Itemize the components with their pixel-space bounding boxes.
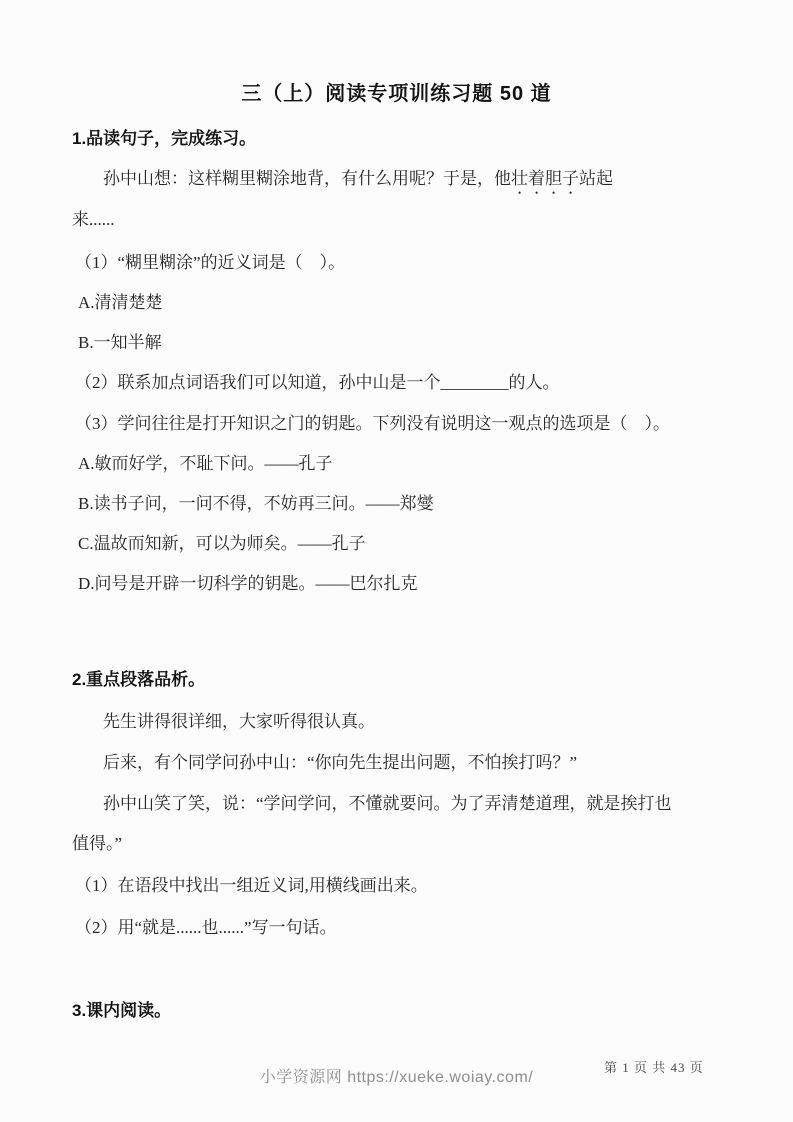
- section-1-question-1-option-a: A.清清楚楚: [78, 293, 163, 312]
- page-number-indicator: 第 1 页 共 43 页: [604, 1060, 704, 1075]
- section-2-heading: 2.重点段落品析。: [72, 670, 206, 689]
- section-2-question-1: （1）在语段中找出一组近义词,用横线画出来。: [75, 876, 428, 895]
- section-1-question-3-option-a: A.敏而好学，不耻下问。——孔子: [78, 454, 333, 473]
- section-2-paragraph-3-line-1: 孙中山笑了笑，说：“学问学问，不懂就要问。为了弄清楚道理，就是挨打也: [103, 794, 672, 813]
- section-1-question-2: （2）联系加点词语我们可以知道，孙中山是一个________的人。: [75, 373, 560, 392]
- section-2-paragraph-2: 后来，有个同学问孙中山：“你向先生提出问题，不怕挨打吗？”: [103, 753, 578, 772]
- section-2-paragraph-3-line-2: 值得。”: [72, 834, 123, 853]
- section-1-question-1: （1）“糊里糊涂”的近义词是（ ）。: [75, 253, 346, 272]
- section-1-question-3: （3）学问往往是打开知识之门的钥匙。下列没有说明这一观点的选项是（ ）。: [75, 414, 670, 433]
- section-1-passage-line-2: 来......: [72, 210, 115, 229]
- section-1-heading: 1.品读句子，完成练习。: [72, 129, 257, 148]
- section-1-question-3-option-d: D.问号是开辟一切科学的钥匙。——巴尔扎克: [78, 574, 418, 593]
- section-1-question-3-option-c: C.温故而知新，可以为师矣。——孔子: [78, 534, 366, 553]
- passage-emphasized-words: 壮着胆子: [511, 169, 579, 188]
- section-2-paragraph-1: 先生讲得很详细，大家听得很认真。: [103, 712, 375, 731]
- section-1-passage-line-1: [103, 167, 613, 198]
- section-3-heading: 3.课内阅读。: [72, 1001, 172, 1020]
- passage-text-post: 站起: [579, 169, 613, 188]
- section-1-question-3-option-b: B.读书子问，一问不得，不妨再三问。——郑燮: [78, 494, 434, 513]
- section-2-question-2: （2）用“就是......也......”写一句话。: [75, 918, 337, 937]
- page-title: 三（上）阅读专项训练习题 50 道: [241, 83, 552, 105]
- source-watermark: 小学资源网 https://xueke.woiay.com/: [259, 1069, 534, 1086]
- section-1-question-1-option-b: B.一知半解: [78, 333, 162, 352]
- passage-text-pre: 孙中山想：这样糊里糊涂地背，有什么用呢？于是，他: [103, 169, 511, 188]
